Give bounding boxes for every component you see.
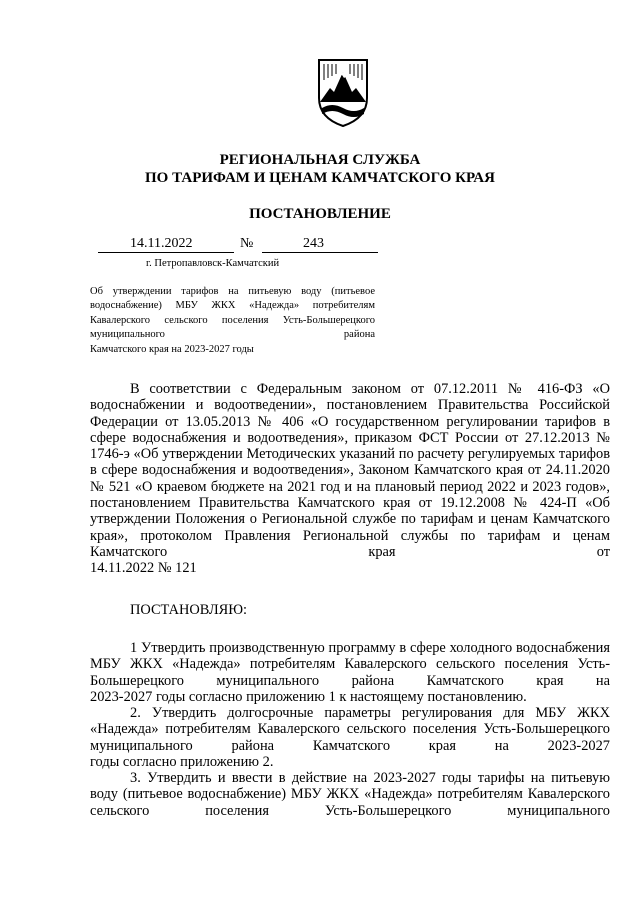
item-3-paragraph [90,770,610,819]
document-number: 243 [303,236,324,251]
kamchatka-emblem-icon [316,58,370,128]
preamble-text-last: 14.11.2022 № 121 [90,560,197,577]
org-name-line2: ПО ТАРИФАМ И ЦЕНАМ КАМЧАТСКОГО КРАЯ [145,170,495,186]
item-3-text: 3. Утвердить и ввести в действие на 2023-2027 годы тарифы на питьевую воду (питьевое водоснабжение) МБУ ЖКХ «Надежда» потребителям Кавалерского сельского поселения Усть-Большерецкого муниципального [90,770,610,819]
item-2-text: 2. Утвердить долгосрочные параметры регулирования для МБУ ЖКХ «Надежда» потребителям Кавалерского сельского поселения Усть-Большерецкого муниципального района Камчатского края на 2023-2027 [90,705,610,754]
subject-text-last: Камчатского края на 2023-2027 годы [90,343,254,355]
item-2-paragraph [90,705,610,770]
preamble-text: В соответствии с Федеральным законом от 07.12.2011 № 416-ФЗ «О водоснабжении и водоотведении», постановлением Правительства Российской Федерации от 13.05.2013 № 406 «О государственном регулировании тарифов в сфере водоснабжения и водоотведения», приказом ФСТ России от 27.12.2013 № 1746-э «Об утверждении Методических указаний по расчету регулируемых тарифов в сфере водоснабжения и водоотведения», Законом Камчатского края от 24.11.2020 № 521 «О краевом бюджете на 2021 год и на плановый период 2022 и 2023 годов», постановлением Правительства Камчатского края от 19.12.2008 № 424-П «Об утверждении Положения о Региональной службе по тарифам и ценам Камчатского края», протоколом Правления Региональной службы по тарифам и ценам Камчатского края от [90,381,610,560]
item-1-paragraph [90,640,610,705]
item-1-text: 1 Утвердить производственную программу в сфере холодного водоснабжения МБУ ЖКХ «Надежда» потребителям Кавалерского сельского поселения Усть-Большерецкого муниципального района Камчатского края на [90,640,610,689]
document-date: 14.11.2022 [130,236,193,251]
document-subject [90,285,375,357]
item-1-text-last: 2023-2027 годы согласно приложению 1 к настоящему постановлению. [90,688,527,705]
resolve-heading: ПОСТАНОВЛЯЮ: [130,602,248,618]
preamble-paragraph [90,381,610,577]
number-sign: № [240,236,254,251]
document-type: ПОСТАНОВЛЕНИЕ [249,206,391,222]
item-2-text-last: годы согласно приложению 2. [90,753,274,770]
document-city: г. Петропавловск-Камчатский [146,258,280,269]
subject-text: Об утверждении тарифов на питьевую воду (питьевое водоснабжение) МБУ ЖКХ «Надежда» потребителям Кавалерского сельского поселения Усть-Большерецкого муниципального района [90,286,375,341]
org-name-line1: РЕГИОНАЛЬНАЯ СЛУЖБА [219,152,421,168]
